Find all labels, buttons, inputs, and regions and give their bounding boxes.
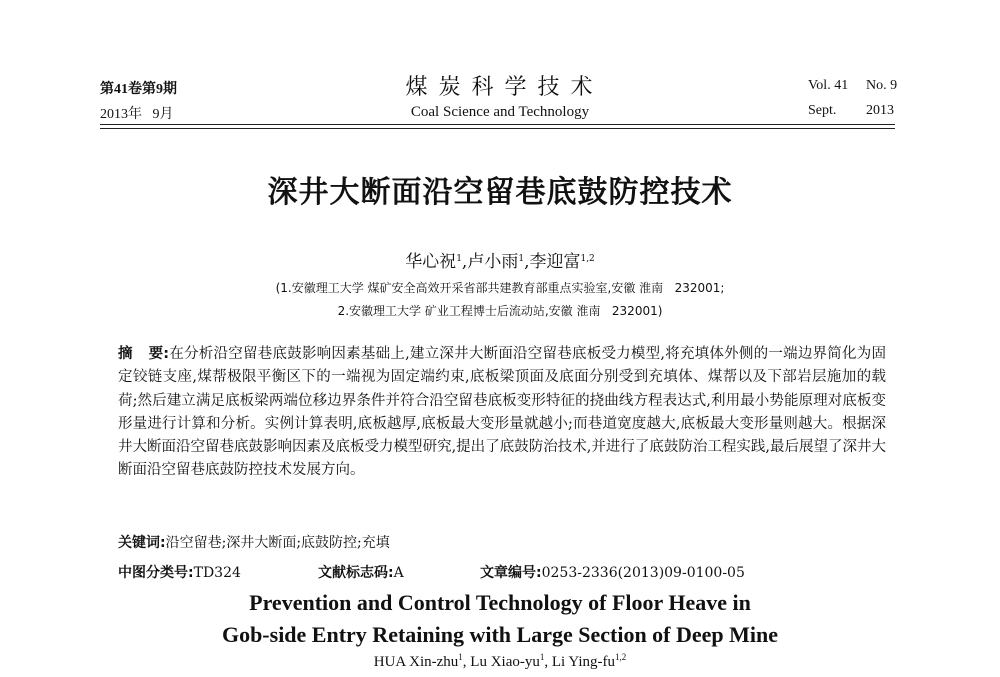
header-rule-bottom	[100, 128, 895, 129]
authors-en: HUA Xin-zhu$^1$, Lu Xiao-$yu^1$, Li Ying-fu$^{1,2}$	[373, 652, 627, 670]
article-id-label: 文章编号:	[480, 565, 542, 581]
author-2-sup: 1	[518, 254, 525, 264]
author-en-2: Lu Xiao-yu	[470, 654, 540, 670]
doc-code-label: 文献标志码:	[318, 565, 394, 581]
page-title-en-line-1: Prevention and Control Technology of Floor Heave in	[249, 590, 751, 615]
authors-cn: 华心祝$^1$,卢小雨$^1$,李迎富$^{1,2}$	[405, 252, 595, 272]
author-en-2-sup: 1	[539, 652, 545, 662]
author-en-3-sup: 1,2	[615, 652, 627, 662]
author-2: 卢小雨	[467, 252, 519, 272]
doc-code-value: A	[393, 565, 404, 581]
author-en-1-sup: 1	[458, 652, 463, 662]
article-id-value: 0253-2336(2013)09-0100-05	[541, 565, 745, 581]
volume-issue-cn: 第41卷第9期	[100, 82, 177, 97]
page-title-en-line-2: Gob-side Entry Retaining with Large Section of Deep Mine	[221, 622, 779, 647]
page-title-cn: 深井大断面沿空留巷底鼓防控技术	[267, 175, 733, 210]
author-en-3: Li Ying-fu	[551, 654, 616, 670]
abstract	[118, 343, 886, 483]
affiliation-2: 2.安徽理工大学 矿业工程博士后流动站,安徽 淮南 232001)	[337, 304, 663, 318]
keywords-label: 关键词:	[118, 535, 166, 551]
issue-en: No. 9	[866, 78, 898, 93]
month-en: Sept.	[808, 103, 837, 118]
author-3: 李迎富	[529, 252, 581, 272]
clc-value: TD324	[193, 565, 241, 581]
keywords-text: 沿空留巷;深井大断面;底鼓防控;充填	[165, 535, 390, 551]
abstract-label: 摘 要:	[118, 346, 170, 362]
year-en: 2013	[866, 103, 894, 118]
author-1: 华心祝	[405, 252, 457, 272]
author-en-1: HUA Xin-zhu	[373, 654, 459, 670]
date-cn: 2013年 9月	[100, 107, 174, 122]
keywords	[118, 532, 390, 552]
author-1-sup: 1	[456, 254, 462, 264]
abstract-text: 在分析沿空留巷底鼓影响因素基础上,建立深井大断面沿空留巷底板受力模型,将充填体外侧的一端边界简化为固定铰链支座,煤帮极限平衡区下的一端视为固定端约束,底板梁顶面及底面分别受到充填体、煤帮以及下部岩层施加的载荷;然后建立满足底板梁两端位移边界条件并符合沿空留巷底板变形特征的挠曲线方程表达式,利用最小势能原理对底板变形量进行计算和分析。实例计算表明,底板越厚,底板最大变形量就越小;而巷道宽度越大,底板最大变形量则越大。根据深井大断面沿空留巷底鼓影响因素及底板受力模型研究,提出了底鼓防治技术,并进行了底鼓防治工程实践,最后展望了深井大断面沿空留巷底鼓防控技术发展方向。	[118, 346, 886, 479]
author-3-sup: 1,2	[580, 254, 595, 264]
header-rule-top	[100, 124, 895, 125]
clc-label: 中图分类号:	[118, 565, 194, 581]
affiliation-1: (1.安徽理工大学 煤矿安全高效开采省部共建教育部重点实验室,安徽 淮南 232001;	[275, 281, 725, 295]
journal-name-cn: 煤 炭 科 学 技 术	[405, 75, 595, 100]
volume-en: Vol. 41	[808, 78, 849, 93]
classification-line	[118, 562, 898, 582]
journal-name-en: Coal Science and Technology	[410, 104, 590, 120]
